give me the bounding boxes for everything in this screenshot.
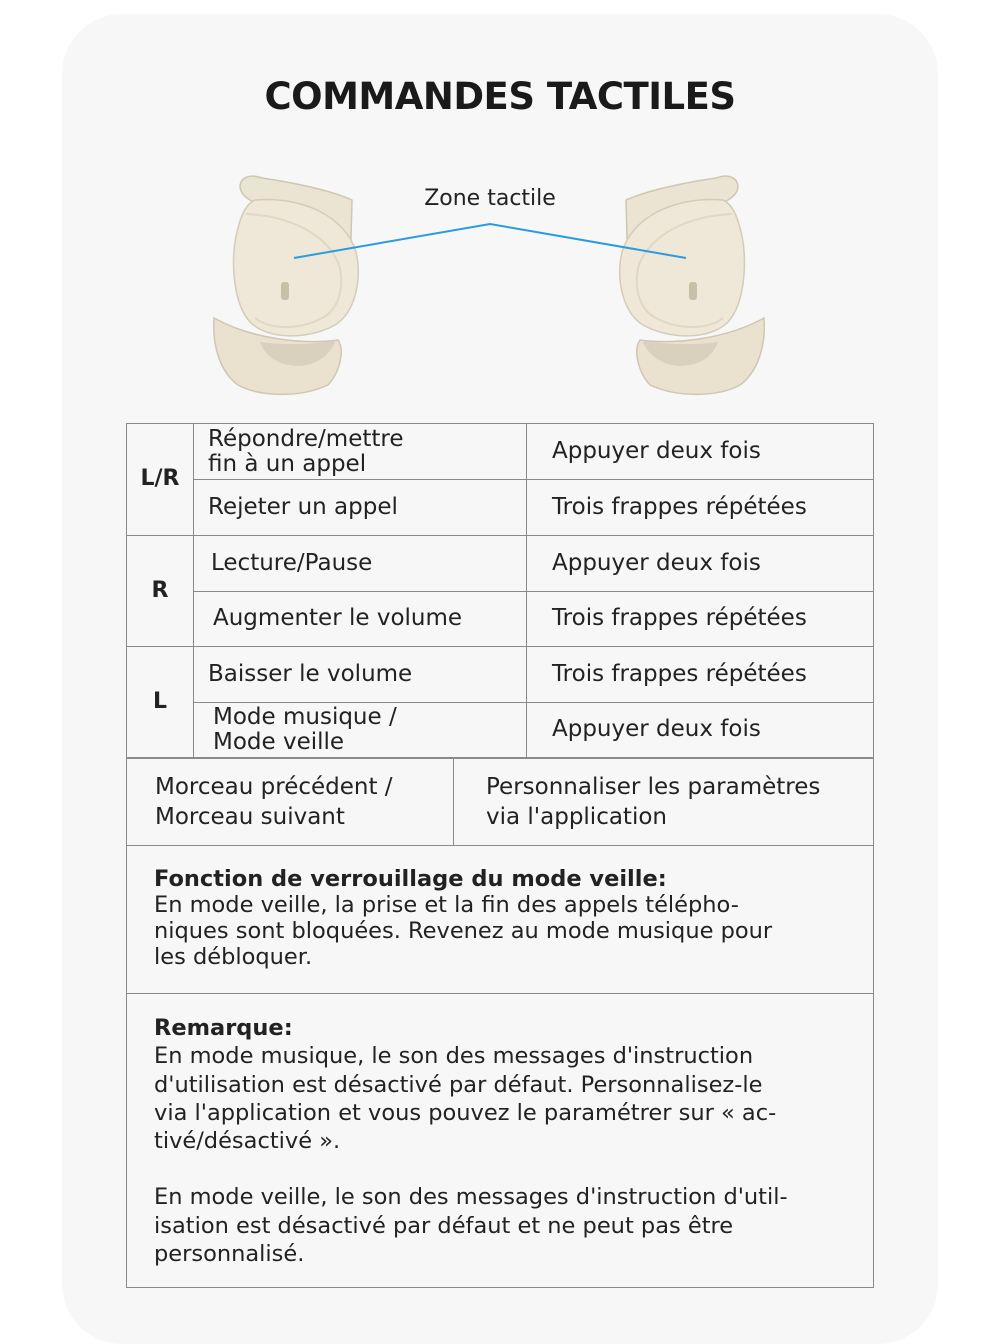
sleep-lock-heading: Fonction de verrouillage du mode veille: (154, 866, 667, 892)
track-action-cell: Morceau précédent / Morceau suivant (126, 758, 454, 846)
gesture-cell: Appuyer deux fois (526, 423, 874, 480)
touch-zone-label: Zone tactile (424, 186, 556, 211)
action-cell: Lecture/Pause (193, 535, 527, 592)
group-key-l: L (126, 646, 194, 758)
action-cell: Mode musique / Mode veille (193, 702, 527, 758)
group-key-lr: L/R (126, 423, 194, 536)
gesture-cell: Appuyer deux fois (526, 535, 874, 592)
action-cell: Répondre/mettre fin à un appel (193, 423, 527, 480)
sleep-lock-section: Fonction de verrouillage du mode veille: En mode veille, la prise et la fin des appels télépho- niques sont bloquées. Revenez au mode musique pour les débloquer. (126, 845, 874, 994)
gesture-cell: Trois frappes répétées (526, 591, 874, 647)
action-cell: Rejeter un appel (193, 479, 527, 536)
group-key-r: R (126, 535, 194, 647)
page-title: COMMANDES TACTILES (264, 75, 736, 118)
gesture-cell: Appuyer deux fois (526, 702, 874, 758)
action-cell: Augmenter le volume (193, 591, 527, 647)
action-cell: Baisser le volume (193, 646, 527, 703)
gesture-cell: Trois frappes répétées (526, 479, 874, 536)
note-heading: Remarque: (154, 1015, 293, 1041)
track-gesture-cell: Personnaliser les paramètres via l'application (453, 758, 874, 846)
gesture-cell: Trois frappes répétées (526, 646, 874, 703)
note-section: Remarque: En mode musique, le son des messages d'instruction d'utilisation est désactivé par défaut. Personnalisez-le via l'application et vous pouvez le paramétrer sur « ac- tivé/désactivé ». En mode veille, le son des messages d'instruction d'util- isation est désactivé par défaut et ne peut pas être personnalisé. (126, 993, 874, 1288)
